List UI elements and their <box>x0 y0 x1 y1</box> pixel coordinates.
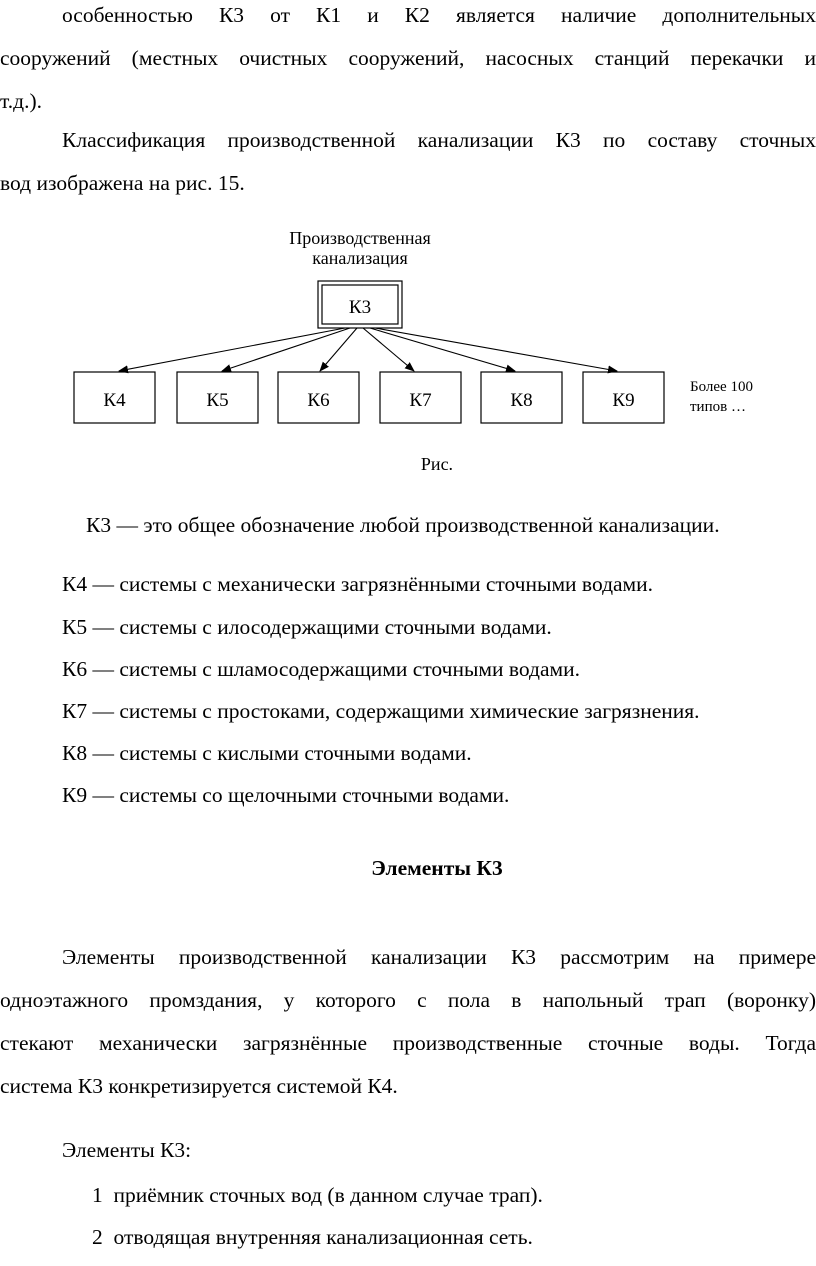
arrow-k7 <box>363 328 414 371</box>
definition-k7: К7 — системы с простоками, содержащими химические загрязнения. <box>62 699 700 723</box>
child-node-label: К8 <box>510 390 533 411</box>
child-node-k9 <box>583 372 664 423</box>
classification-paragraph <box>0 119 816 205</box>
note-line-2: типов … <box>690 399 746 415</box>
list-item-1 <box>92 1181 543 1209</box>
child-node-k6 <box>278 372 359 423</box>
classification-line-2: вод изображена на рис. 15. <box>0 171 245 195</box>
elements-label: Элементы К3: <box>62 1138 192 1162</box>
root-caption-line-2: канализация <box>312 248 408 268</box>
child-node-label: К6 <box>307 390 330 411</box>
child-node-k5 <box>177 372 258 423</box>
definition-k8: К8 — системы с кислыми сточными водами. <box>62 741 472 765</box>
intro-line-2: сооружений (местных очистных сооружений, насосных станций перекачки и <box>0 46 816 70</box>
elements-line-4: система К3 конкретизируется системой К4. <box>0 1074 398 1098</box>
root-caption-line-1: Производственная <box>289 228 431 248</box>
arrows <box>119 328 617 371</box>
child-node-k8 <box>481 372 562 423</box>
arrow-k6 <box>320 328 357 371</box>
figure-caption: Рис. <box>420 454 454 474</box>
classification-diagram <box>0 215 816 485</box>
list-item-number: 1 <box>92 1183 103 1207</box>
child-node-k4 <box>74 372 155 423</box>
definition-k9: К9 — системы со щелочными сточными водами. <box>62 783 510 807</box>
elements-line-1: Элементы производственной канализации К3 рассмотрим на примере <box>62 945 816 969</box>
root-node <box>318 281 402 328</box>
arrow-k5 <box>222 328 350 371</box>
elements-line-2: одноэтажного промздания, у которого с пола в напольный трап (воронку) <box>0 988 816 1012</box>
child-node-label: К5 <box>206 390 229 411</box>
definition-k3: К3 — это общее обозначение любой производственной канализации. <box>86 513 720 537</box>
list-item-number: 2 <box>92 1225 103 1249</box>
definition-k6: К6 — системы с шламосодержащими сточными водами. <box>62 657 580 681</box>
child-node-label: К9 <box>612 390 635 411</box>
note-line-1: Более 100 <box>690 379 753 395</box>
child-node-label: К4 <box>103 390 126 411</box>
list-item-text: отводящая внутренняя канализационная сеть. <box>113 1225 533 1249</box>
list-item-text: приёмник сточных вод (в данном случае трап). <box>113 1183 543 1207</box>
elements-paragraph <box>0 936 816 1108</box>
definition-k5: К5 — системы с илосодержащими сточными водами. <box>62 615 552 639</box>
arrow-k4 <box>119 328 345 371</box>
intro-line-1: особенностью К3 от К1 и К2 является наличие дополнительных <box>62 3 816 27</box>
child-node-k7 <box>380 372 461 423</box>
root-node-label: К3 <box>348 297 372 318</box>
definition-k4: К4 — системы с механически загрязнёнными сточными водами. <box>62 572 654 596</box>
section-heading: Элементы К3 <box>371 856 503 880</box>
list-item-2 <box>92 1223 533 1251</box>
classification-line-1: Классификация производственной канализации К3 по составу сточных <box>62 128 816 152</box>
intro-paragraph <box>0 0 816 123</box>
arrow-k9 <box>375 328 617 371</box>
elements-line-3: стекают механически загрязнённые производственные сточные воды. Тогда <box>0 1031 816 1055</box>
intro-line-3: т.д.). <box>0 89 43 113</box>
child-node-label: К7 <box>409 390 432 411</box>
